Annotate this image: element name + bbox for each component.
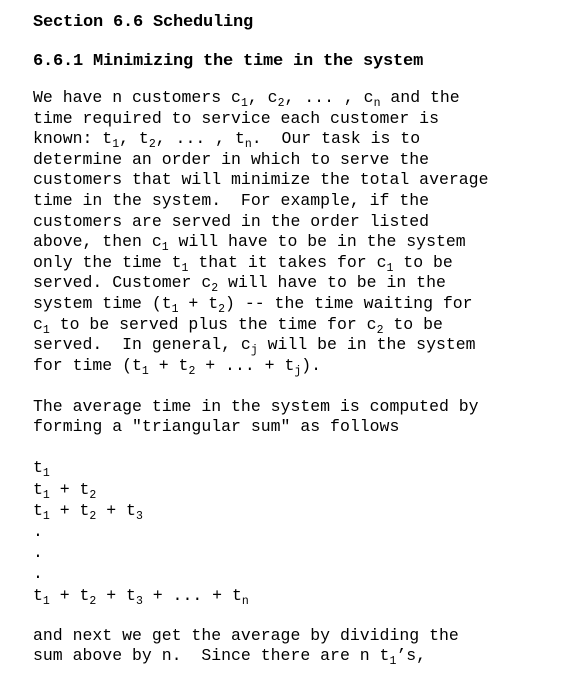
subscript: 1 (42, 509, 50, 523)
subscript: n (244, 138, 252, 152)
text-run: + ... + t (142, 585, 242, 605)
text-run: + t (49, 479, 90, 499)
paragraph-2 (33, 397, 553, 437)
text-line (33, 273, 553, 294)
subscript: 1 (141, 364, 149, 378)
text-run: to be (393, 252, 453, 272)
text-run: , t (119, 129, 149, 149)
text-line (33, 585, 553, 606)
text-run: , ... , t (155, 129, 245, 149)
subscript: j (250, 344, 258, 358)
text-line (33, 626, 553, 646)
text-run: We have n customers c (33, 88, 241, 107)
text-run: served. Customer c (33, 273, 212, 293)
text-run: ) -- the time waiting for (225, 293, 473, 313)
text-run: + t (49, 585, 90, 605)
subscript: 1 (240, 97, 248, 110)
text-line (33, 170, 553, 191)
text-run: + t (96, 500, 136, 520)
subscript: 1 (181, 261, 189, 275)
text-run: will have to be in the (218, 273, 446, 293)
text-run: ). (301, 355, 322, 375)
text-run: and next we get the average by dividing the (33, 625, 459, 645)
text-run: , ... , c (284, 88, 374, 107)
text-run: + t (178, 293, 219, 313)
text-line (33, 294, 553, 315)
text-run: determine an order in which to serve the (33, 149, 430, 169)
text-line (33, 88, 553, 109)
text-line (33, 253, 553, 274)
text-line (33, 397, 553, 417)
text-run: only the time t (33, 252, 182, 272)
subscript: 1 (171, 302, 179, 316)
text-line (33, 500, 553, 521)
text-run: will be in the system (257, 335, 476, 355)
text-line (33, 356, 553, 377)
paragraph-1 (33, 88, 553, 376)
text-run: c (33, 314, 43, 334)
subscript: 1 (161, 241, 169, 255)
text-run: to be served plus the time for c (49, 314, 377, 334)
subsection-heading: 6.6.1 Minimizing the time in the system (33, 52, 424, 71)
text-run: t (33, 500, 43, 520)
subscript: 2 (89, 509, 97, 523)
subscript: 1 (112, 138, 120, 152)
text-line (33, 315, 553, 336)
text-run: known: t (33, 129, 113, 149)
subscript: j (294, 364, 302, 378)
text-line (33, 521, 553, 542)
section-heading: Section 6.6 Scheduling (33, 13, 254, 32)
text-line (33, 335, 553, 356)
text-run: forming a "triangular sum" as follows (33, 417, 400, 437)
subscript: 2 (89, 488, 97, 502)
text-line (33, 563, 553, 584)
text-run: for time (t (33, 355, 142, 375)
text-line (33, 479, 553, 500)
subscript: n (373, 97, 381, 110)
subscript: 2 (277, 97, 285, 110)
paragraph-3 (33, 626, 553, 666)
subscript: 2 (376, 323, 384, 337)
text-line (33, 150, 553, 171)
text-line (33, 129, 553, 150)
text-run: and the (380, 88, 460, 107)
subscript: 1 (42, 594, 50, 608)
text-run: + t (49, 500, 90, 520)
text-run: will have to be in the system (168, 232, 466, 252)
text-run: time required to service each customer is (33, 108, 439, 128)
text-run: t (33, 479, 43, 499)
text-line (33, 232, 553, 253)
text-run: time in the system. For example, if the (33, 190, 430, 210)
text-run: ’s, (396, 645, 427, 665)
document-page (33, 10, 553, 666)
text-run: , c (247, 88, 278, 107)
text-run: t (33, 458, 43, 478)
text-run: . (33, 543, 43, 563)
text-run: + t (148, 355, 189, 375)
subscript: 2 (188, 364, 196, 378)
subscript: 2 (218, 302, 226, 316)
text-run: . Our task is to (251, 129, 421, 149)
triangular-sum (33, 457, 553, 608)
subscript: 1 (42, 323, 50, 337)
text-line (33, 109, 553, 130)
text-run: system time (t (33, 293, 172, 313)
text-line (33, 646, 553, 666)
text-line (33, 212, 553, 233)
text-run: . (33, 564, 43, 584)
text-run: sum above by n. Since there are n t (33, 645, 390, 665)
text-line (33, 542, 553, 563)
text-line (33, 457, 553, 481)
subscript: 2 (211, 282, 219, 296)
text-run: to be (383, 314, 443, 334)
text-run: + ... + t (195, 355, 295, 375)
subscript: 3 (135, 509, 143, 523)
text-run: The average time in the system is computed by (33, 397, 479, 417)
subscript: 1 (42, 488, 50, 502)
subscript: n (241, 594, 249, 608)
text-run: t (33, 585, 43, 605)
text-run: customers are served in the order listed (33, 211, 430, 231)
subscript: 2 (89, 594, 97, 608)
text-line (33, 191, 553, 212)
text-run: above, then c (33, 232, 162, 252)
subscript: 3 (135, 594, 143, 608)
text-run: served. In general, c (33, 335, 251, 355)
subscript: 2 (148, 138, 156, 152)
subscript: 1 (386, 261, 394, 275)
subscript: 1 (389, 654, 397, 668)
subscript: 1 (42, 467, 50, 481)
text-run: . (33, 521, 43, 541)
text-run: customers that will minimize the total average (33, 170, 489, 190)
text-run: + t (96, 585, 136, 605)
text-line (33, 417, 553, 437)
text-run: that it takes for c (188, 252, 387, 272)
